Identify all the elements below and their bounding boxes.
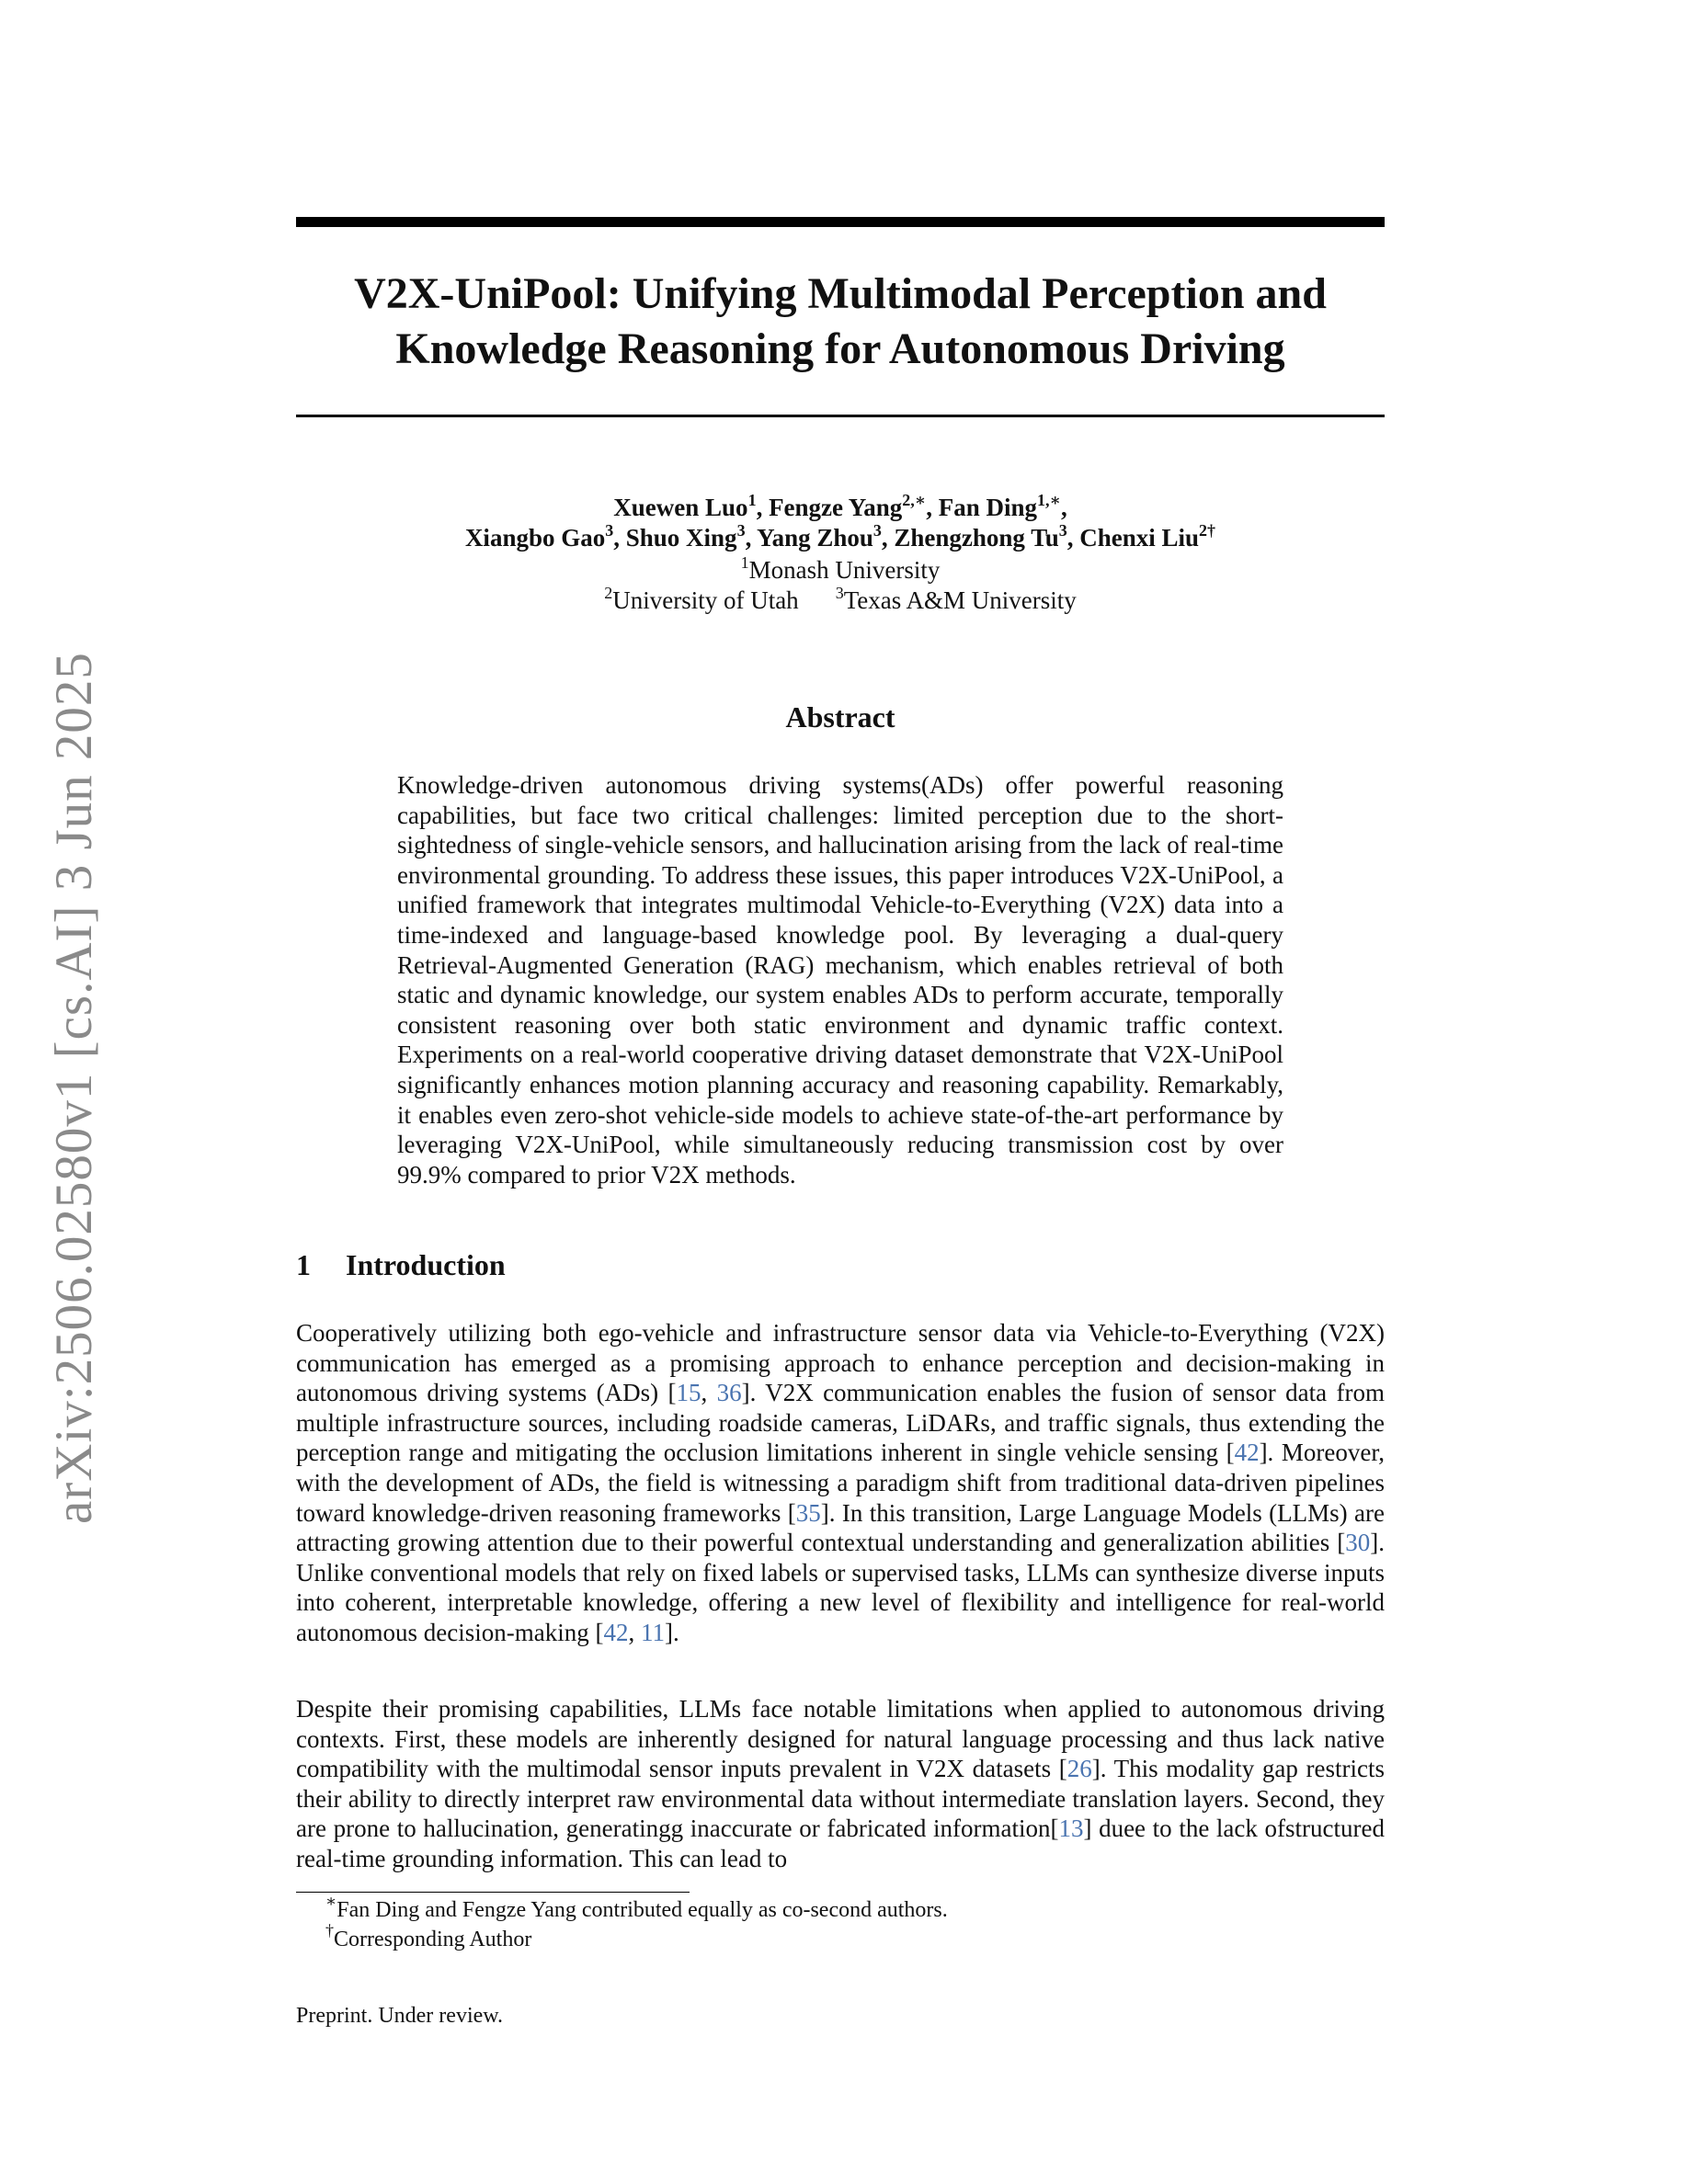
paper-title [296,267,1385,377]
title-top-rule [296,217,1385,227]
citation-link[interactable]: 26 [1066,1755,1092,1783]
paragraph-text: ]. [664,1618,679,1646]
footnote-mark: ∗ [325,1892,337,1911]
affiliation-name: University of Utah [612,586,799,614]
author-sup: 3 [605,521,614,540]
affiliation-line-1 [296,555,1385,586]
abstract-text: Knowledge-driven autonomous driving systems(ADs) offer powerful reasoning capabilities, but face two critical challenges: limited perception due to the short-sightedness of single-vehicle sensors, and hallucination arising from the lack of real-time environmental grounding. To address these issues, this paper introduces V2X-UniPool, a unified framework that integrates multimodal Vehicle-to-Everything (V2X) data into a time-indexed and language-based knowledge pool. By leveraging a dual-query Retrieval-Augmented Generation (RAG) mechanism, which enables retrieval of both static and dynamic knowledge, our system enables ADs to perform accurate, temporally consistent reasoning over both static environment and dynamic traffic context. Experiments on a real-world cooperative driving dataset demonstrate that V2X-UniPool significantly enhances motion planning accuracy and reasoning capability. Remarkably, it enables even zero-shot vehicle-side models to achieve state-of-the-art performance by leveraging V2X-UniPool, while simultaneously reducing transmission cost by over 99.9% compared to prior V2X methods. [397,771,1283,1189]
paragraph-text: ]. Unlike conventional models that rely on fixed labels or supervised tasks, LLMs can synthesize diverse inputs into coherent, interpretable knowledge, offering a new level of flexibility and intelligence for real-world autonomous decision-making [ [296,1529,1385,1646]
affiliation-name: Texas A&M University [843,586,1077,614]
paragraph-text: Cooperatively utilizing both ego-vehicle and infrastructure sensor data via Vehicle-to-Everything (V2X) communication has emerged as a promising approach to enhance perception and decision-making in autonomous driving systems (ADs) [ [296,1319,1385,1407]
citation-link[interactable]: 36 [716,1379,742,1407]
section-number: 1 [296,1248,311,1281]
footnote-mark: † [325,1921,334,1940]
intro-paragraph-2 [296,1694,1385,1874]
author-separator: , [1066,524,1080,552]
author-sup: 2† [1199,521,1216,540]
author-name: Xiangbo Gao [464,524,606,552]
paragraph-text: , [701,1379,717,1407]
author-block [296,493,1385,553]
title-line-2: Knowledge Reasoning for Autonomous Driving [395,324,1285,373]
author-name: Fan Ding [938,494,1038,521]
paragraph-text: ]. Moreover, with the development of ADs, the field is witnessing a paradigm shift from traditional data-driven pipelines toward knowledge-driven reasoning frameworks [ [296,1439,1385,1527]
author-line-2 [296,523,1385,553]
author-separator: , [756,494,770,521]
author-separator: , [926,494,939,521]
footnote-2 [325,1921,948,1954]
paragraph-text: ]. V2X communication enables the fusion of sensor data from multiple infrastructure sources, including roadside cameras, LiDARs, and traffic signals, thus extending the perception range and mitigating the occlusion limitations inherent in single vehicle sensing [ [296,1379,1385,1467]
preprint-footer: Preprint. Under review. [296,2004,504,2028]
abstract-heading: Abstract [785,700,895,734]
author-separator: , [613,524,626,552]
citation-link[interactable]: 42 [1234,1439,1260,1467]
author-separator: , [881,524,895,552]
author-name: Chenxi Liu [1079,524,1200,552]
footnote-text: Fan Ding and Fengze Yang contributed equally as co-second authors. [336,1898,948,1922]
citation-link[interactable]: 13 [1058,1814,1084,1843]
author-name: Shuo Xing [625,524,737,552]
affiliation-line-2 [296,586,1385,616]
author-sup: 3 [1058,521,1067,540]
author-sup: 1,∗ [1037,491,1061,510]
section-title: Introduction [346,1248,506,1281]
author-sup: 3 [873,521,882,540]
author-sup: 2,∗ [902,491,927,510]
citation-link[interactable]: 11 [640,1618,665,1646]
paragraph-text: ]. In this transition, Large Language Models (LLMs) are attracting growing attention due to their powerful contextual understanding and generalization abilities [ [296,1498,1385,1557]
arxiv-identifier-stamp: arXiv:2506.02580v1 [cs.AI] 3 Jun 2025 [45,652,103,1524]
citation-link[interactable]: 15 [676,1379,701,1407]
footnotes [325,1892,948,1954]
author-name: Yang Zhou [757,524,873,552]
title-bottom-rule [296,415,1385,417]
author-separator: , [1060,494,1067,521]
author-name: Fengze Yang [769,494,903,521]
affiliation-name: Monash University [748,556,941,584]
paragraph-text: ]. This modality gap restricts their ability to directly interpret raw environmental data without intermediate translation layers. Second, they are prone to hallucination, generatingg inaccurate or fabricated information[ [296,1755,1385,1843]
author-name: Zhengzhong Tu [894,524,1059,552]
title-line-1: V2X-UniPool: Unifying Multimodal Perception and [354,269,1327,318]
citation-link[interactable]: 35 [795,1498,821,1527]
author-separator: , [745,524,758,552]
author-name: Xuewen Luo [613,494,748,521]
paragraph-text: , [628,1618,641,1646]
footnote-text: Corresponding Author [334,1928,532,1951]
affiliation-sup: 2 [604,584,613,603]
footnote-1 [325,1892,948,1925]
author-sup: 3 [736,521,746,540]
section-heading [296,1248,506,1282]
author-sup: 1 [747,491,757,510]
citation-link[interactable]: 30 [1345,1529,1371,1557]
paragraph-text: ] duee to the lack ofstructured real-time grounding information. This can lead to [296,1814,1385,1872]
footnote-rule [296,1892,690,1893]
paragraph-text: Despite their promising capabilities, LLMs face notable limitations when applied to autonomous driving contexts. First, these models are inherently designed for natural language processing and thus lack native compatibility with the multimodal sensor inputs prevalent in V2X datasets [ [296,1695,1385,1783]
affiliation-sup: 1 [740,553,749,573]
intro-paragraph-1 [296,1318,1385,1648]
affiliation-sup: 3 [835,584,844,603]
citation-link[interactable]: 42 [603,1618,629,1646]
author-line-1 [296,493,1385,523]
